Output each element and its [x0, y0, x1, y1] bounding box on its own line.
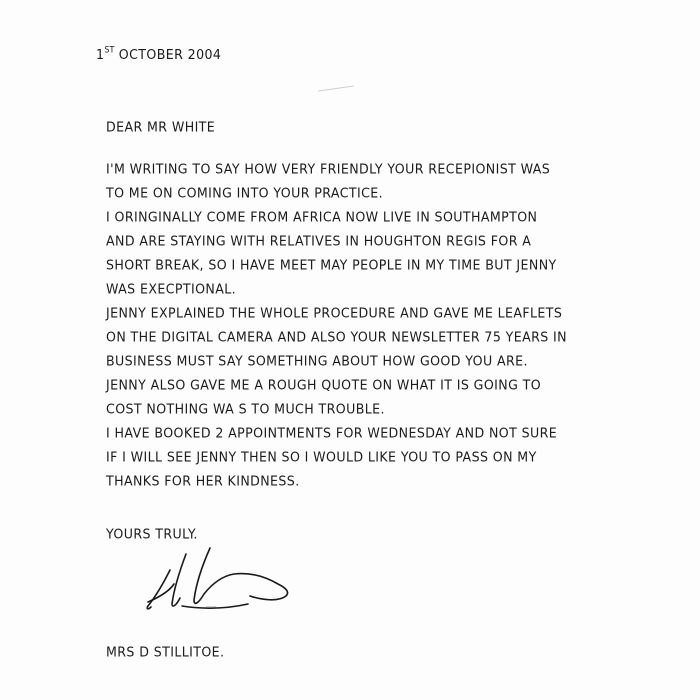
body-line: COST NOTHING WA S TO MUCH TROUBLE.	[106, 401, 385, 417]
body-line: AND ARE STAYING WITH RELATIVES IN HOUGHTON REGIS FOR A	[106, 233, 532, 249]
body-line: THANKS FOR HER KINDNESS.	[106, 473, 300, 489]
scan-speck	[206, 606, 216, 607]
body-line: ON THE DIGITAL CAMERA AND ALSO YOUR NEWSLETTER 75 YEARS IN	[106, 329, 567, 345]
date-month-year: OCTOBER 2004	[114, 46, 222, 62]
signer-name: MRS D STILLITOE.	[106, 644, 225, 660]
body-line: JENNY EXPLAINED THE WHOLE PROCEDURE AND GAVE ME LEAFLETS	[106, 305, 563, 321]
body-line: I ORINGINALLY COME FROM AFRICA NOW LIVE IN SOUTHAMPTON	[106, 209, 538, 225]
date-day: 1	[96, 46, 105, 62]
body-line: JENNY ALSO GAVE ME A ROUGH QUOTE ON WHAT IT IS GOING TO	[106, 377, 542, 393]
body-line: IF I WILL SEE JENNY THEN SO I WOULD LIKE YOU TO PASS ON MY	[106, 449, 537, 465]
body-line: I'M WRITING TO SAY HOW VERY FRIENDLY YOUR RECEPIONIST WAS	[106, 161, 551, 177]
scan-speck	[318, 85, 354, 91]
body-line: I HAVE BOOKED 2 APPOINTMENTS FOR WEDNESDAY AND NOT SURE	[106, 425, 558, 441]
body-line: BUSINESS MUST SAY SOMETHING ABOUT HOW GOOD YOU ARE.	[106, 353, 528, 369]
date-suffix: ST	[104, 45, 115, 55]
body-line: SHORT BREAK, SO I HAVE MEET MAY PEOPLE IN MY TIME BUT JENNY	[106, 257, 557, 273]
body-line: WAS EXECPTIONAL.	[106, 281, 237, 297]
letter-closing: YOURS TRULY.	[106, 526, 198, 542]
letter-date	[96, 42, 221, 63]
letter-greeting: DEAR MR WHITE	[106, 119, 216, 135]
handwritten-signature	[138, 540, 308, 620]
body-line: TO ME ON COMING INTO YOUR PRACTICE.	[106, 185, 384, 201]
